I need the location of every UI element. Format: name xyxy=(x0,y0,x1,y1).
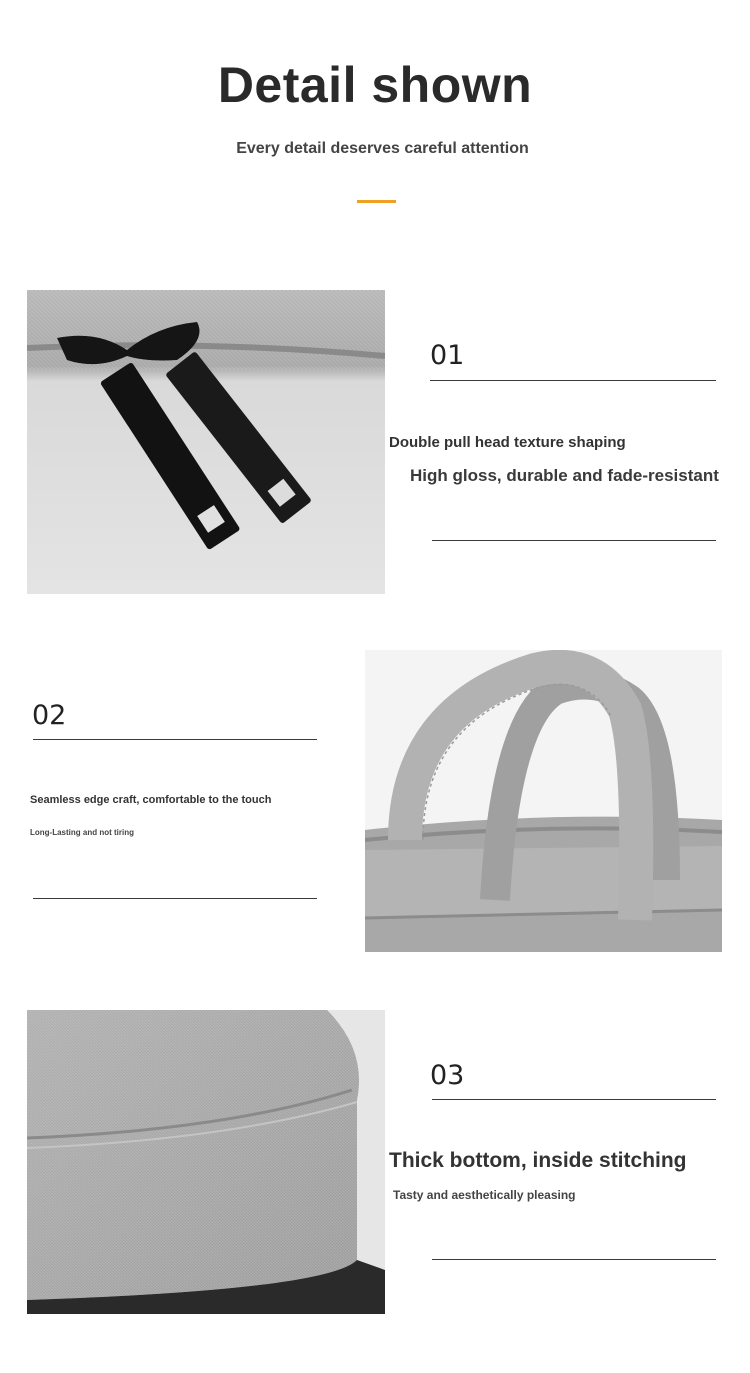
divider-line xyxy=(430,380,716,381)
handles-photo xyxy=(365,650,722,952)
feature-description-01: High gloss, durable and fade-resistant xyxy=(410,466,719,485)
feature-headline-01: Double pull head texture shaping xyxy=(389,434,626,451)
feature-number-01: 01 xyxy=(430,340,465,371)
zipper-pulls-photo xyxy=(27,290,385,594)
feature-headline-02: Seamless edge craft, comfortable to the touch xyxy=(30,794,272,806)
divider-line xyxy=(33,739,317,740)
feature-headline-03: Thick bottom, inside stitching xyxy=(389,1149,687,1172)
divider-line xyxy=(432,540,716,541)
feature-number-03: 03 xyxy=(430,1060,465,1091)
divider-line xyxy=(33,898,317,899)
bottom-edge-photo xyxy=(27,1010,385,1314)
feature-number-02: 02 xyxy=(32,700,67,731)
accent-divider xyxy=(357,200,396,203)
divider-line xyxy=(432,1099,716,1100)
divider-line xyxy=(432,1259,716,1260)
feature-description-03: Tasty and aesthetically pleasing xyxy=(393,1188,576,1202)
page-subtitle: Every detail deserves careful attention xyxy=(236,140,529,157)
page-title: Detail shown xyxy=(217,57,533,113)
feature-description-02: Long-Lasting and not tiring xyxy=(30,828,134,837)
